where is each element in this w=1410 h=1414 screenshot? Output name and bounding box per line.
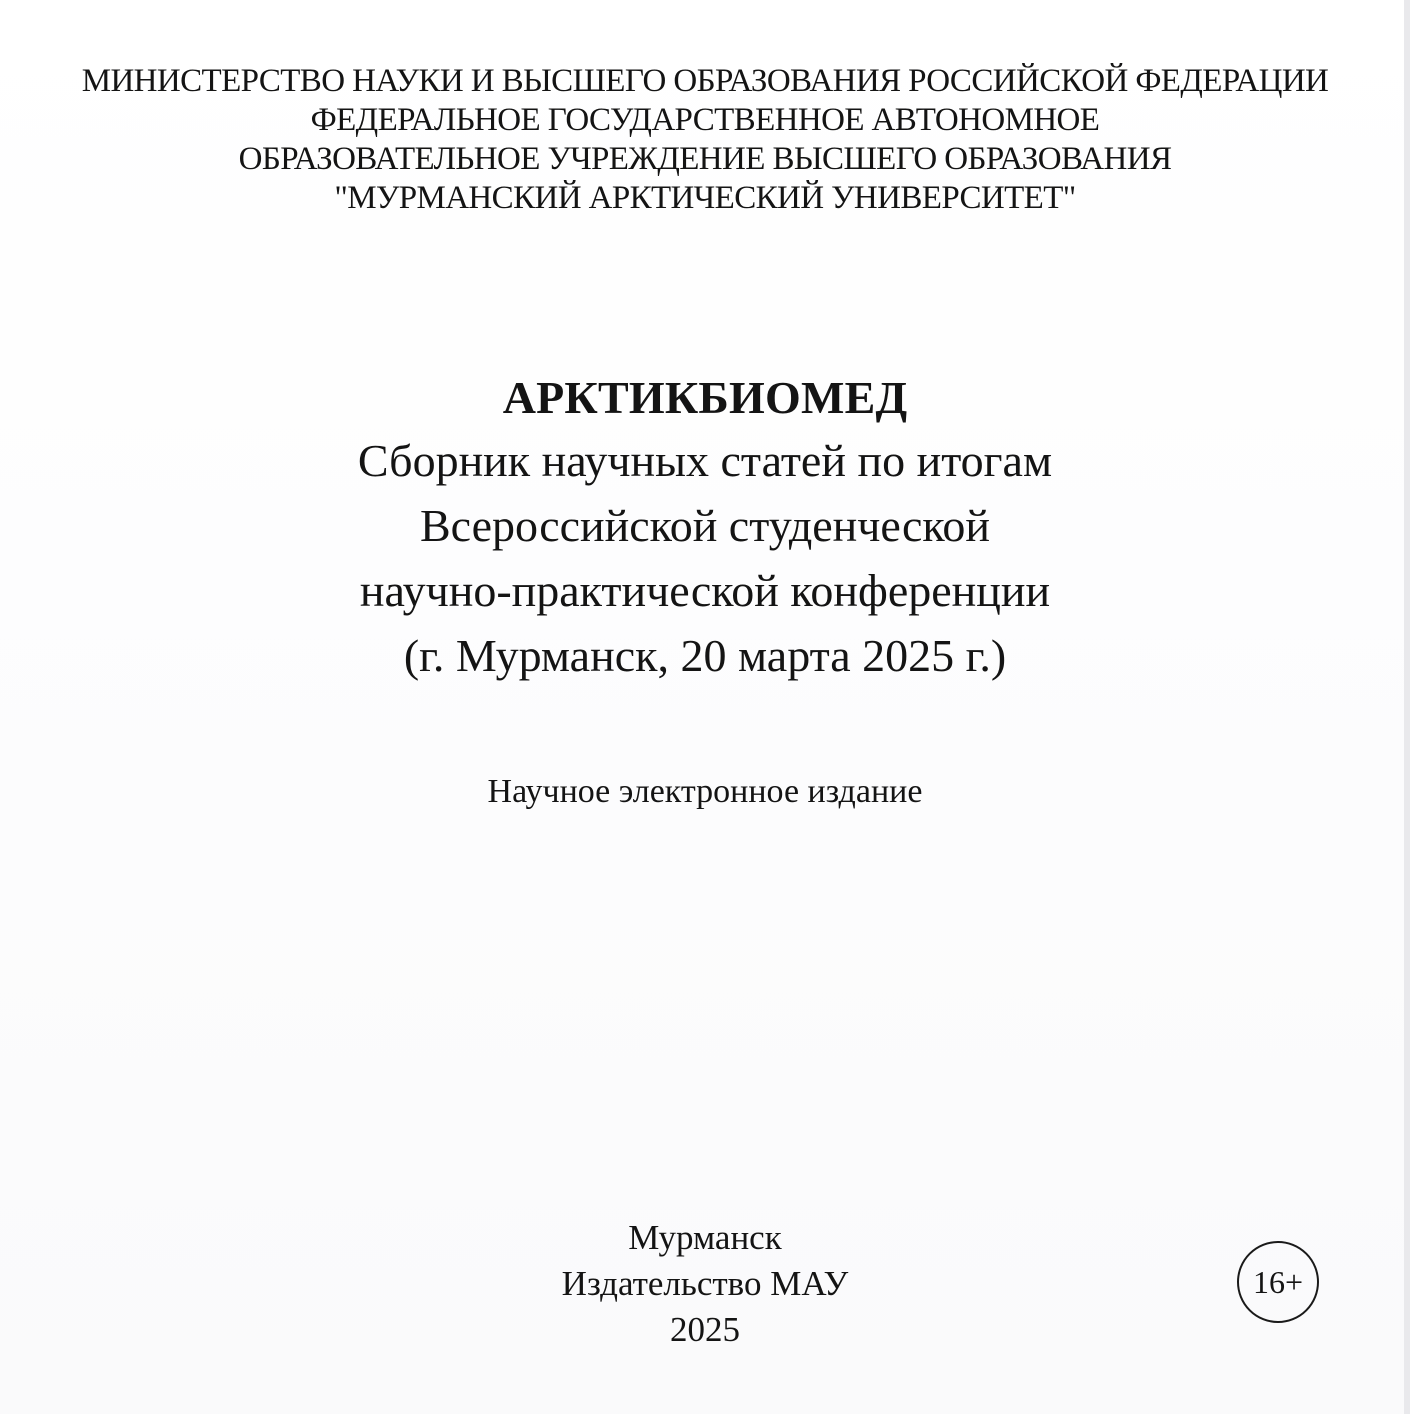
edition-type: Научное электронное издание (487, 773, 923, 810)
header-line: ОБРАЗОВАТЕЛЬНОЕ УЧРЕЖДЕНИЕ ВЫСШЕГО ОБРАЗОВАНИЯ (238, 141, 1172, 177)
imprint-city: Мурманск (628, 1218, 782, 1257)
subtitle-line: Всероссийской студенческой (419, 500, 991, 551)
imprint (0, 1215, 1410, 1353)
age-rating-badge (1237, 1241, 1319, 1323)
subtitle-line: Сборник научных статей по итогам (357, 435, 1053, 486)
subtitle (0, 428, 1410, 688)
subtitle-line: научно-практической конференции (359, 565, 1051, 616)
imprint-publisher: Издательство МАУ (561, 1264, 849, 1303)
age-rating-label: 16+ (1252, 1263, 1304, 1300)
imprint-year: 2025 (670, 1310, 740, 1349)
main-title: АРКТИКБИОМЕД (502, 372, 908, 423)
subtitle-line: (г. Мурманск, 20 марта 2025 г.) (403, 630, 1007, 681)
ministry-header (0, 62, 1410, 218)
header-line: ФЕДЕРАЛЬНОЕ ГОСУДАРСТВЕННОЕ АВТОНОМНОЕ (310, 102, 1100, 138)
header-line: МИНИСТЕРСТВО НАУКИ И ВЫСШЕГО ОБРАЗОВАНИЯ РОССИЙСКОЙ ФЕДЕРАЦИИ (81, 63, 1329, 99)
header-line: "МУРМАНСКИЙ АРКТИЧЕСКИЙ УНИВЕРСИТЕТ" (334, 180, 1076, 216)
title-block (0, 368, 1410, 688)
